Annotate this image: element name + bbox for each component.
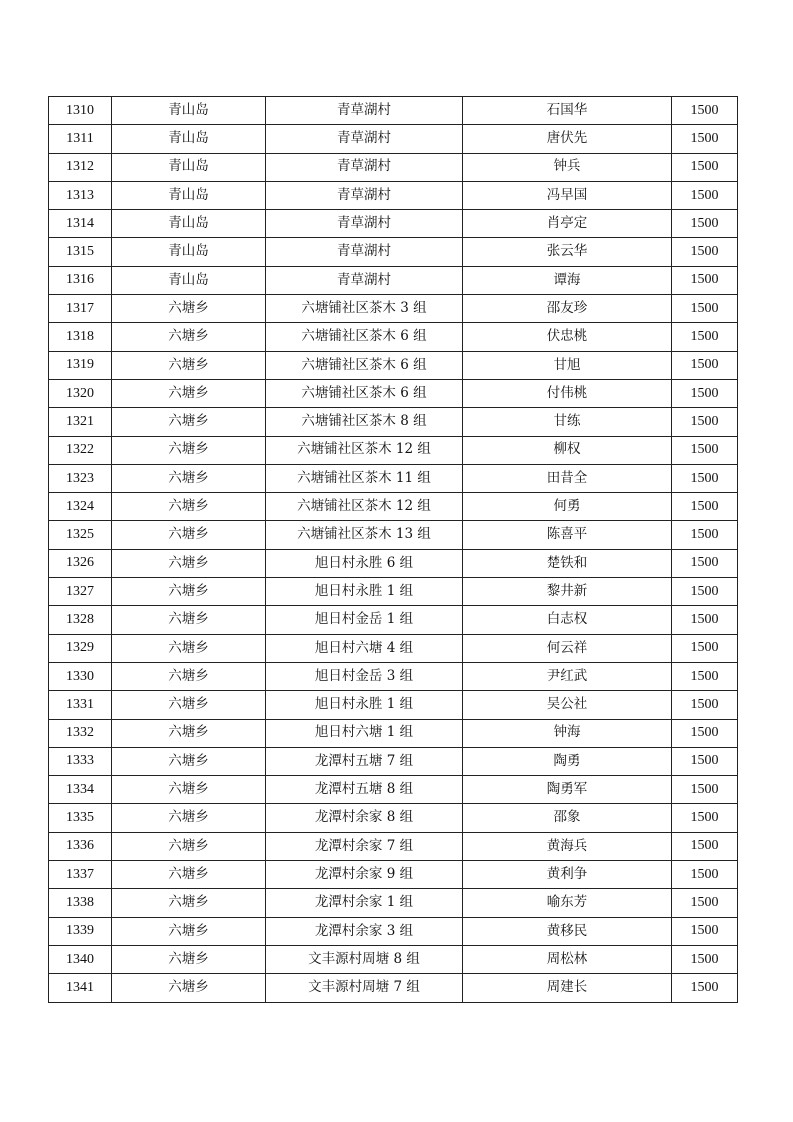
village-group-cell: 旭日村永胜 1 组	[266, 691, 463, 719]
amount-cell: 1500	[672, 97, 738, 125]
township-cell: 六塘乡	[112, 634, 266, 662]
amount-cell: 1500	[672, 747, 738, 775]
table-row	[49, 210, 738, 238]
table-row	[49, 606, 738, 634]
village-group-cell: 六塘铺社区茶木 13 组	[266, 521, 463, 549]
township-cell: 六塘乡	[112, 351, 266, 379]
row-number-cell: 1318	[49, 323, 112, 351]
row-number-cell: 1333	[49, 747, 112, 775]
amount-cell: 1500	[672, 493, 738, 521]
amount-cell: 1500	[672, 521, 738, 549]
name-cell: 肖亭定	[463, 210, 672, 238]
row-number-cell: 1326	[49, 549, 112, 577]
row-number-cell: 1317	[49, 295, 112, 323]
name-cell: 黄移民	[463, 917, 672, 945]
row-number-cell: 1329	[49, 634, 112, 662]
row-number-cell: 1310	[49, 97, 112, 125]
amount-cell: 1500	[672, 549, 738, 577]
row-number-cell: 1323	[49, 464, 112, 492]
table-row	[49, 578, 738, 606]
amount-cell: 1500	[672, 210, 738, 238]
township-cell: 六塘乡	[112, 662, 266, 690]
name-cell: 黄海兵	[463, 832, 672, 860]
amount-cell: 1500	[672, 408, 738, 436]
amount-cell: 1500	[672, 238, 738, 266]
amount-cell: 1500	[672, 691, 738, 719]
table-row	[49, 323, 738, 351]
township-cell: 六塘乡	[112, 719, 266, 747]
amount-cell: 1500	[672, 323, 738, 351]
township-cell: 青山岛	[112, 153, 266, 181]
village-group-cell: 青草湖村	[266, 153, 463, 181]
row-number-cell: 1341	[49, 974, 112, 1002]
township-cell: 六塘乡	[112, 408, 266, 436]
amount-cell: 1500	[672, 125, 738, 153]
amount-cell: 1500	[672, 776, 738, 804]
amount-cell: 1500	[672, 181, 738, 209]
amount-cell: 1500	[672, 266, 738, 294]
table-row	[49, 945, 738, 973]
table-row	[49, 493, 738, 521]
village-group-cell: 六塘铺社区茶木 12 组	[266, 436, 463, 464]
township-cell: 六塘乡	[112, 379, 266, 407]
table-row	[49, 125, 738, 153]
row-number-cell: 1338	[49, 889, 112, 917]
name-cell: 付伟桃	[463, 379, 672, 407]
amount-cell: 1500	[672, 861, 738, 889]
township-cell: 六塘乡	[112, 493, 266, 521]
township-cell: 青山岛	[112, 266, 266, 294]
amount-cell: 1500	[672, 917, 738, 945]
name-cell: 周建长	[463, 974, 672, 1002]
township-cell: 青山岛	[112, 181, 266, 209]
name-cell: 钟海	[463, 719, 672, 747]
name-cell: 甘旭	[463, 351, 672, 379]
township-cell: 六塘乡	[112, 436, 266, 464]
township-cell: 六塘乡	[112, 464, 266, 492]
village-group-cell: 六塘铺社区茶木 6 组	[266, 379, 463, 407]
row-number-cell: 1316	[49, 266, 112, 294]
row-number-cell: 1340	[49, 945, 112, 973]
village-group-cell: 六塘铺社区茶木 6 组	[266, 323, 463, 351]
village-group-cell: 青草湖村	[266, 266, 463, 294]
name-cell: 张云华	[463, 238, 672, 266]
table-row	[49, 97, 738, 125]
village-group-cell: 龙潭村五塘 7 组	[266, 747, 463, 775]
village-group-cell: 旭日村永胜 1 组	[266, 578, 463, 606]
table-row	[49, 917, 738, 945]
village-group-cell: 旭日村六塘 1 组	[266, 719, 463, 747]
table-row	[49, 295, 738, 323]
name-cell: 邵象	[463, 804, 672, 832]
township-cell: 六塘乡	[112, 917, 266, 945]
table-row	[49, 153, 738, 181]
table-row	[49, 974, 738, 1002]
amount-cell: 1500	[672, 662, 738, 690]
village-group-cell: 龙潭村五塘 8 组	[266, 776, 463, 804]
row-number-cell: 1330	[49, 662, 112, 690]
village-group-cell: 旭日村金岳 3 组	[266, 662, 463, 690]
village-group-cell: 青草湖村	[266, 125, 463, 153]
row-number-cell: 1332	[49, 719, 112, 747]
name-cell: 吴公社	[463, 691, 672, 719]
village-group-cell: 龙潭村余家 8 组	[266, 804, 463, 832]
village-group-cell: 龙潭村余家 9 组	[266, 861, 463, 889]
amount-cell: 1500	[672, 436, 738, 464]
table-row	[49, 634, 738, 662]
name-cell: 楚铁和	[463, 549, 672, 577]
township-cell: 六塘乡	[112, 832, 266, 860]
amount-cell: 1500	[672, 464, 738, 492]
village-group-cell: 六塘铺社区茶木 12 组	[266, 493, 463, 521]
township-cell: 六塘乡	[112, 606, 266, 634]
village-group-cell: 文丰源村周塘 7 组	[266, 974, 463, 1002]
township-cell: 六塘乡	[112, 974, 266, 1002]
amount-cell: 1500	[672, 889, 738, 917]
table-row	[49, 464, 738, 492]
row-number-cell: 1339	[49, 917, 112, 945]
row-number-cell: 1327	[49, 578, 112, 606]
table-row	[49, 832, 738, 860]
amount-cell: 1500	[672, 832, 738, 860]
name-cell: 伏忠桃	[463, 323, 672, 351]
name-cell: 喻东芳	[463, 889, 672, 917]
name-cell: 黄利争	[463, 861, 672, 889]
row-number-cell: 1331	[49, 691, 112, 719]
table-row	[49, 776, 738, 804]
amount-cell: 1500	[672, 578, 738, 606]
name-cell: 周松林	[463, 945, 672, 973]
name-cell: 钟兵	[463, 153, 672, 181]
row-number-cell: 1313	[49, 181, 112, 209]
village-group-cell: 青草湖村	[266, 181, 463, 209]
name-cell: 何云祥	[463, 634, 672, 662]
subsidy-table	[48, 96, 738, 1003]
township-cell: 六塘乡	[112, 295, 266, 323]
table-row	[49, 804, 738, 832]
table-row	[49, 662, 738, 690]
amount-cell: 1500	[672, 634, 738, 662]
name-cell: 何勇	[463, 493, 672, 521]
village-group-cell: 六塘铺社区茶木 11 组	[266, 464, 463, 492]
amount-cell: 1500	[672, 974, 738, 1002]
village-group-cell: 龙潭村余家 3 组	[266, 917, 463, 945]
table-row	[49, 379, 738, 407]
township-cell: 六塘乡	[112, 747, 266, 775]
name-cell: 陶勇	[463, 747, 672, 775]
township-cell: 青山岛	[112, 210, 266, 238]
table-row	[49, 549, 738, 577]
table-row	[49, 436, 738, 464]
name-cell: 白志权	[463, 606, 672, 634]
row-number-cell: 1312	[49, 153, 112, 181]
township-cell: 青山岛	[112, 125, 266, 153]
village-group-cell: 青草湖村	[266, 210, 463, 238]
village-group-cell: 龙潭村余家 7 组	[266, 832, 463, 860]
township-cell: 六塘乡	[112, 549, 266, 577]
table-row	[49, 181, 738, 209]
row-number-cell: 1319	[49, 351, 112, 379]
name-cell: 谭海	[463, 266, 672, 294]
amount-cell: 1500	[672, 804, 738, 832]
village-group-cell: 文丰源村周塘 8 组	[266, 945, 463, 973]
table-row	[49, 351, 738, 379]
township-cell: 六塘乡	[112, 578, 266, 606]
row-number-cell: 1315	[49, 238, 112, 266]
village-group-cell: 旭日村六塘 4 组	[266, 634, 463, 662]
table-row	[49, 889, 738, 917]
name-cell: 邵友珍	[463, 295, 672, 323]
township-cell: 六塘乡	[112, 521, 266, 549]
village-group-cell: 龙潭村余家 1 组	[266, 889, 463, 917]
table-row	[49, 408, 738, 436]
row-number-cell: 1335	[49, 804, 112, 832]
table-row	[49, 747, 738, 775]
village-group-cell: 青草湖村	[266, 238, 463, 266]
village-group-cell: 旭日村金岳 1 组	[266, 606, 463, 634]
township-cell: 六塘乡	[112, 945, 266, 973]
row-number-cell: 1325	[49, 521, 112, 549]
row-number-cell: 1321	[49, 408, 112, 436]
row-number-cell: 1320	[49, 379, 112, 407]
name-cell: 陶勇军	[463, 776, 672, 804]
township-cell: 青山岛	[112, 238, 266, 266]
row-number-cell: 1336	[49, 832, 112, 860]
amount-cell: 1500	[672, 153, 738, 181]
amount-cell: 1500	[672, 606, 738, 634]
row-number-cell: 1311	[49, 125, 112, 153]
township-cell: 六塘乡	[112, 861, 266, 889]
row-number-cell: 1334	[49, 776, 112, 804]
row-number-cell: 1324	[49, 493, 112, 521]
amount-cell: 1500	[672, 351, 738, 379]
name-cell: 唐伏先	[463, 125, 672, 153]
township-cell: 六塘乡	[112, 776, 266, 804]
village-group-cell: 六塘铺社区茶木 6 组	[266, 351, 463, 379]
table-row	[49, 719, 738, 747]
table-row	[49, 861, 738, 889]
table-row	[49, 691, 738, 719]
name-cell: 田昔全	[463, 464, 672, 492]
table-row	[49, 266, 738, 294]
row-number-cell: 1314	[49, 210, 112, 238]
township-cell: 青山岛	[112, 97, 266, 125]
village-group-cell: 六塘铺社区茶木 8 组	[266, 408, 463, 436]
name-cell: 冯早国	[463, 181, 672, 209]
township-cell: 六塘乡	[112, 804, 266, 832]
township-cell: 六塘乡	[112, 691, 266, 719]
amount-cell: 1500	[672, 719, 738, 747]
name-cell: 黎井新	[463, 578, 672, 606]
name-cell: 柳权	[463, 436, 672, 464]
table-row	[49, 521, 738, 549]
village-group-cell: 六塘铺社区茶木 3 组	[266, 295, 463, 323]
name-cell: 陈喜平	[463, 521, 672, 549]
amount-cell: 1500	[672, 379, 738, 407]
village-group-cell: 旭日村永胜 6 组	[266, 549, 463, 577]
name-cell: 尹红武	[463, 662, 672, 690]
township-cell: 六塘乡	[112, 323, 266, 351]
name-cell: 石国华	[463, 97, 672, 125]
township-cell: 六塘乡	[112, 889, 266, 917]
table-body	[49, 97, 738, 1003]
amount-cell: 1500	[672, 945, 738, 973]
row-number-cell: 1328	[49, 606, 112, 634]
row-number-cell: 1337	[49, 861, 112, 889]
amount-cell: 1500	[672, 295, 738, 323]
row-number-cell: 1322	[49, 436, 112, 464]
table-row	[49, 238, 738, 266]
village-group-cell: 青草湖村	[266, 97, 463, 125]
name-cell: 甘练	[463, 408, 672, 436]
